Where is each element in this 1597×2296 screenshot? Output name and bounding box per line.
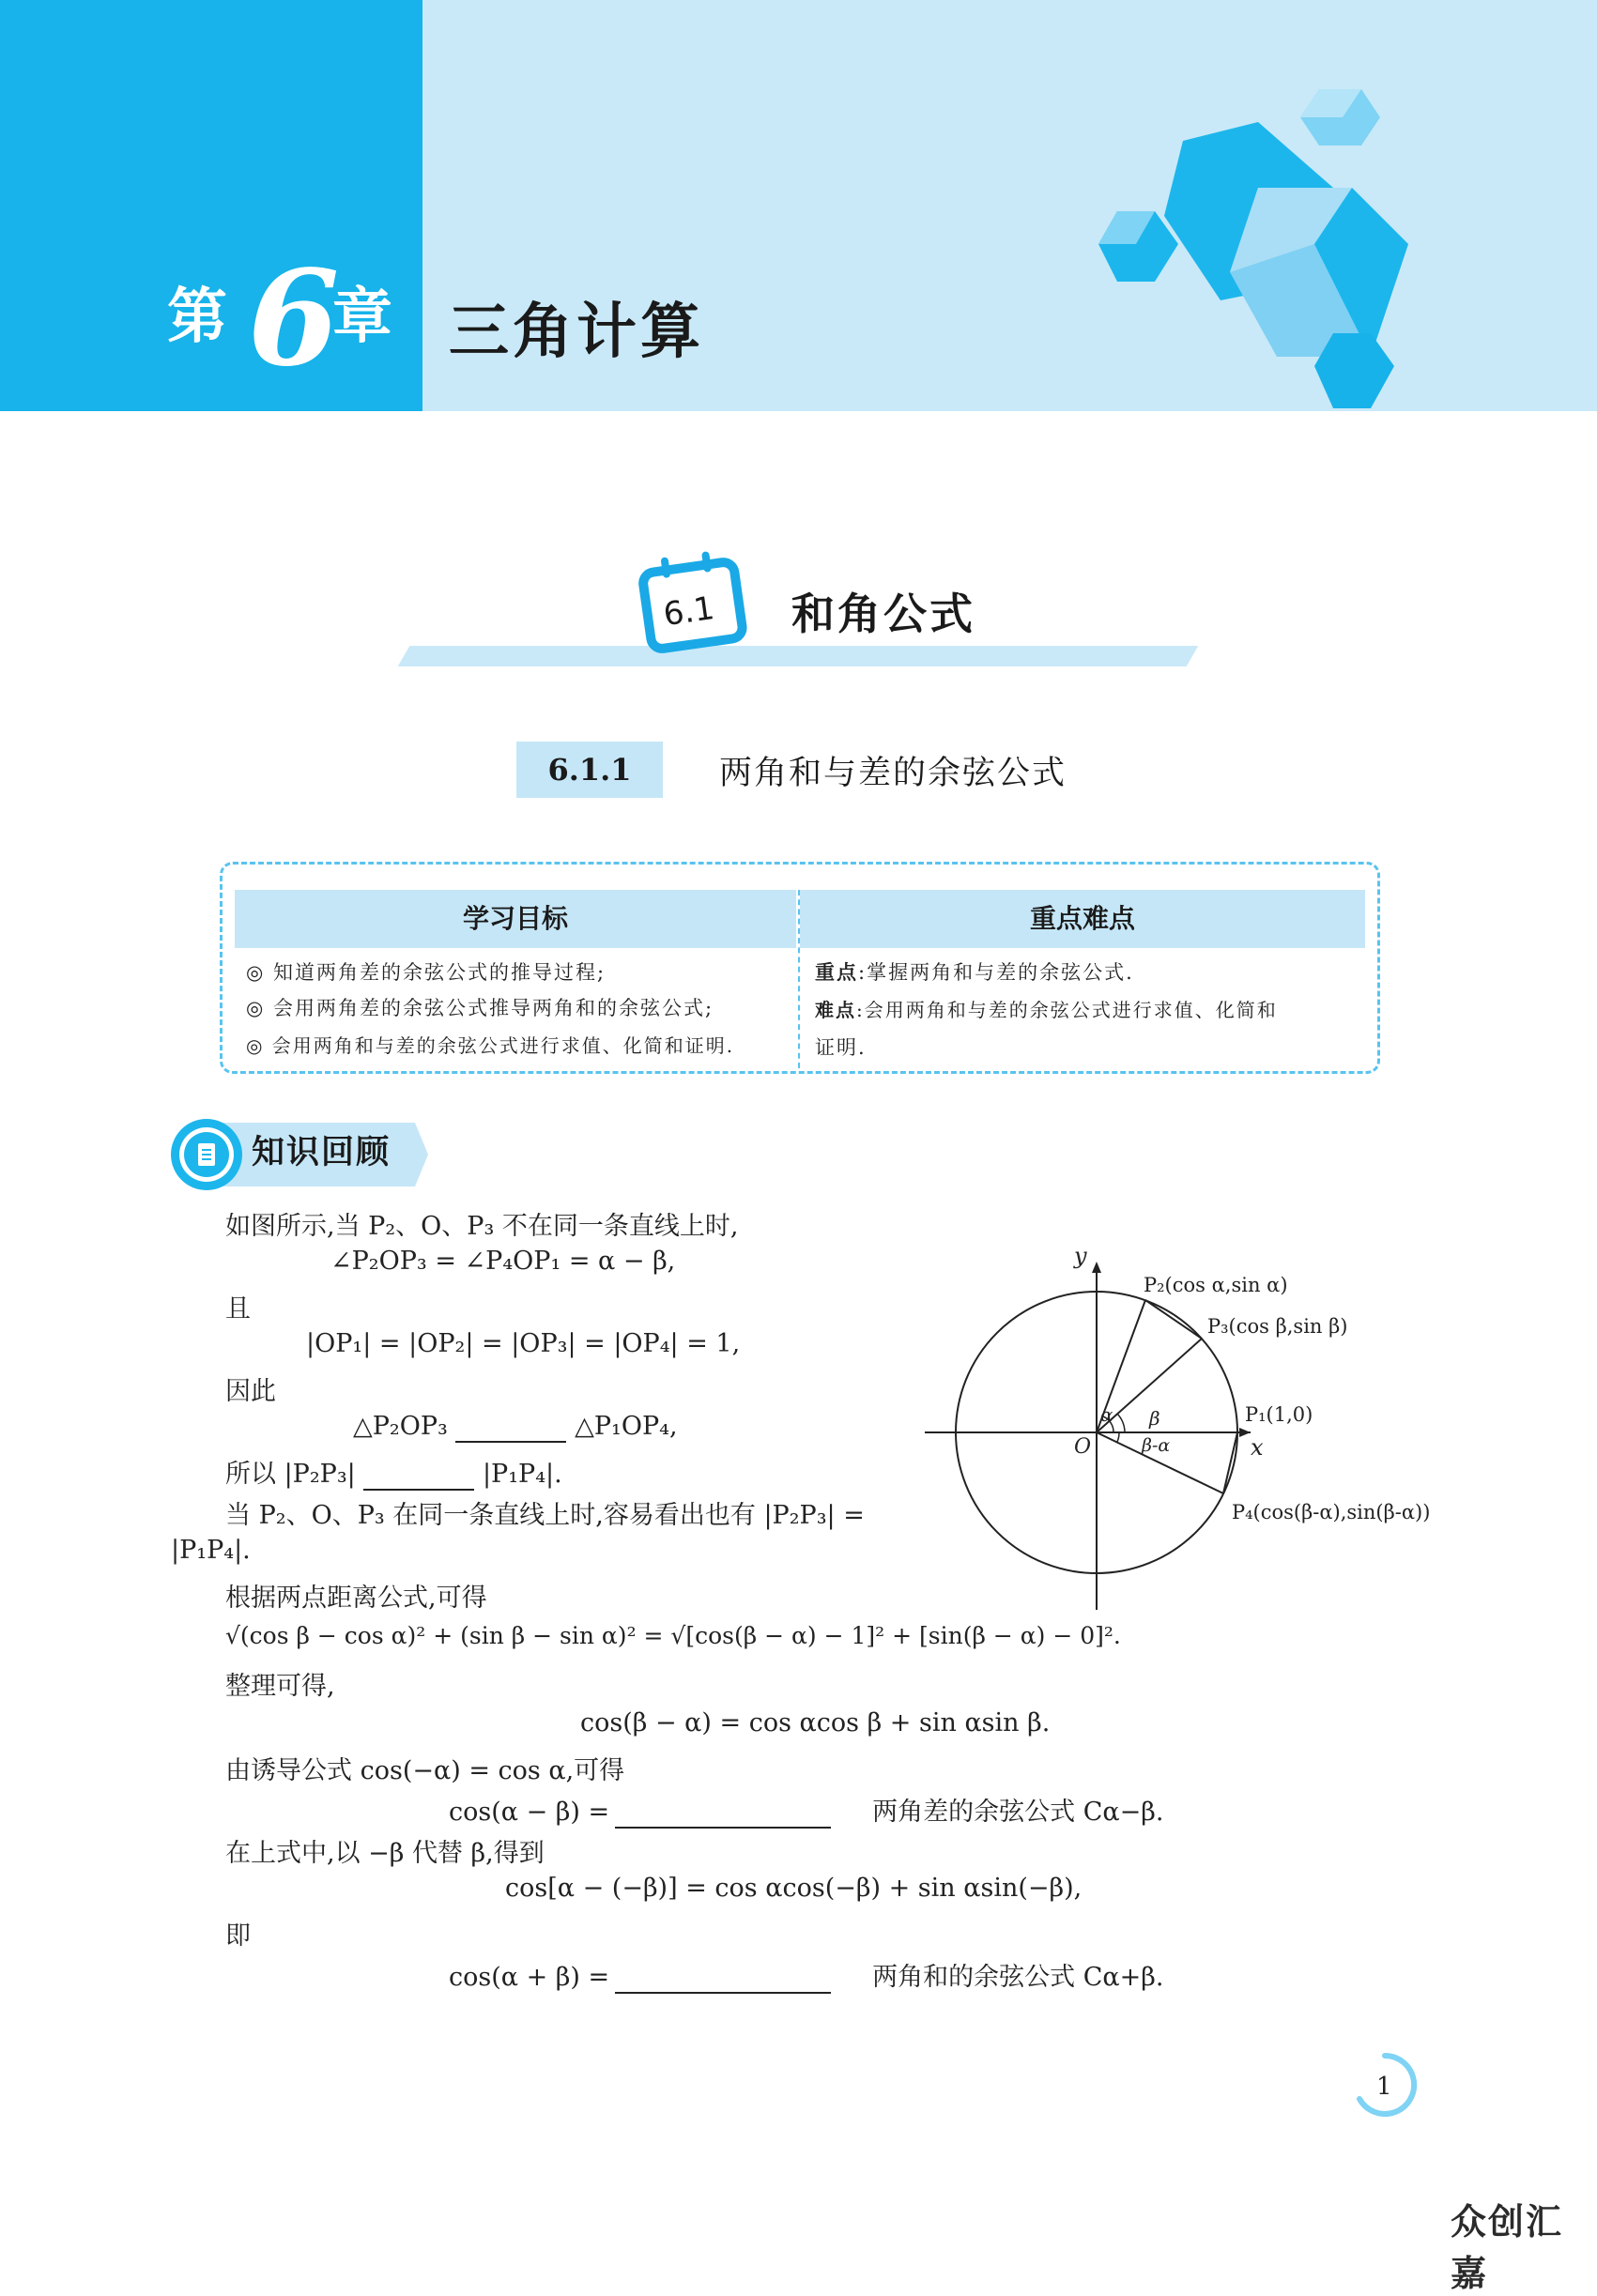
p1-label: P₁(1,0) [1245,1403,1313,1426]
cos-difference-lhs: cos(α − β) = [449,1798,610,1827]
difficulty-point [815,995,1278,1022]
p2-label: P₂(cos α,sin α) [1144,1274,1288,1296]
body-line-5: 因此 [225,1377,276,1406]
beta-minus-alpha-label: β-α [1142,1435,1171,1456]
cubes-decoration-icon [1089,75,1465,413]
body-line-7 [225,1453,562,1491]
cos-sum-lhs: cos(α + β) = [449,1963,610,1992]
difficulty-text-continued: 证明. [815,1036,867,1059]
body-line-16: 在上式中,以 −β 代替 β,得到 [225,1839,545,1868]
body-line-9: |P₁P₄|. [171,1536,251,1565]
distance-b: |P₁P₄|. [482,1460,562,1489]
distance-equation: √(cos β − cos α)² + (sin β − sin α)² = √[cos(β − α) − 1]² + [sin(β − α) − 0]². [225,1622,1121,1649]
x-axis-label: x [1251,1434,1264,1461]
review-title: 知识回顾 [252,1134,392,1171]
chord-p2p3 [1145,1300,1202,1339]
objective-item-3: ◎ 会用两角和与差的余弦公式进行求值、化简和证明. [246,1034,735,1057]
objectives-left-header: 学习目标 [235,890,796,948]
body-line-3: 且 [225,1294,251,1324]
key-text: :掌握两角和与差的余弦公式. [858,961,1134,984]
y-axis-label: y [1074,1243,1087,1269]
calendar-icon [641,550,745,663]
body-line-2: ∠P₂OP₃ = ∠P₄OP₁ = α − β, [330,1247,676,1276]
beta-label: β [1149,1407,1160,1430]
chapter-word-last: 章 [332,283,392,352]
blank-4 [615,1963,831,1994]
chord-p1p4 [1223,1432,1237,1493]
difficulty-label: 难点 [815,999,856,1021]
watermark: 众创汇嘉 [1451,2201,1564,2294]
section-title: 和角公式 [791,589,975,639]
key-point [815,957,1134,986]
blank-3 [615,1798,831,1829]
cos-difference-label: 两角差的余弦公式 Cα−β. [872,1798,1164,1827]
difficulty-text: :会用两角和与差的余弦公式进行求值、化简和 [856,999,1278,1021]
distance-a: 所以 |P₂P₃| [225,1460,356,1489]
body-line-10: 根据两点距离公式,可得 [225,1584,487,1613]
body-line-12: 整理可得, [225,1672,335,1701]
page-number: 1 [1376,2073,1392,2101]
section-number: 6.1 [661,589,717,635]
section-band [398,646,1199,666]
unit-circle-diagram [920,1239,1446,1615]
cos-difference-formula [449,1791,1163,1829]
body-line-4: |OP₁| = |OP₂| = |OP₃| = |OP₄| = 1, [306,1329,741,1358]
body-line-6 [353,1412,678,1443]
blank-1 [455,1412,566,1443]
body-line-1: 如图所示,当 P₂、O、P₃ 不在同一条直线上时, [225,1212,739,1241]
chapter-number: 6 [248,242,340,396]
chapter-title: 三角计算 [449,298,704,367]
objective-item-2: ◎ 会用两角差的余弦公式推导两角和的余弦公式; [246,997,714,1019]
triangle-a: △P₂OP₃ [353,1412,448,1441]
cos-sum-formula [449,1956,1163,1994]
objectives-right-header: 重点难点 [800,890,1365,948]
p3-label: P₃(cos β,sin β) [1207,1315,1348,1338]
p4-label: P₄(cos(β-α),sin(β-α)) [1232,1501,1431,1523]
cos-sum-label: 两角和的余弦公式 Cα+β. [872,1963,1164,1992]
alpha-label: α [1100,1403,1113,1426]
key-label: 重点 [815,960,858,984]
triangle-b: △P₁OP₄, [575,1412,678,1441]
subsection-number: 6.1.1 [516,742,663,798]
chapter-word-first: 第 [167,283,227,352]
blank-2 [363,1460,474,1491]
body-line-14: 由诱导公式 cos(−α) = cos α,可得 [225,1756,625,1785]
body-line-8: 当 P₂、O、P₃ 在同一条直线上时,容易看出也有 |P₂P₃| = [225,1501,865,1530]
origin-label: O [1074,1435,1092,1459]
body-line-18: 即 [225,1921,251,1951]
objective-item-1: ◎ 知道两角差的余弦公式的推导过程; [246,961,607,984]
substitution-equation: cos[α − (−β)] = cos αcos(−β) + sin αsin(−β), [505,1874,1083,1903]
cos-difference-expanded: cos(β − α) = cos αcos β + sin αsin β. [580,1708,1051,1737]
subsection-title: 两角和与差的余弦公式 [719,755,1067,792]
table-divider [798,890,800,1068]
